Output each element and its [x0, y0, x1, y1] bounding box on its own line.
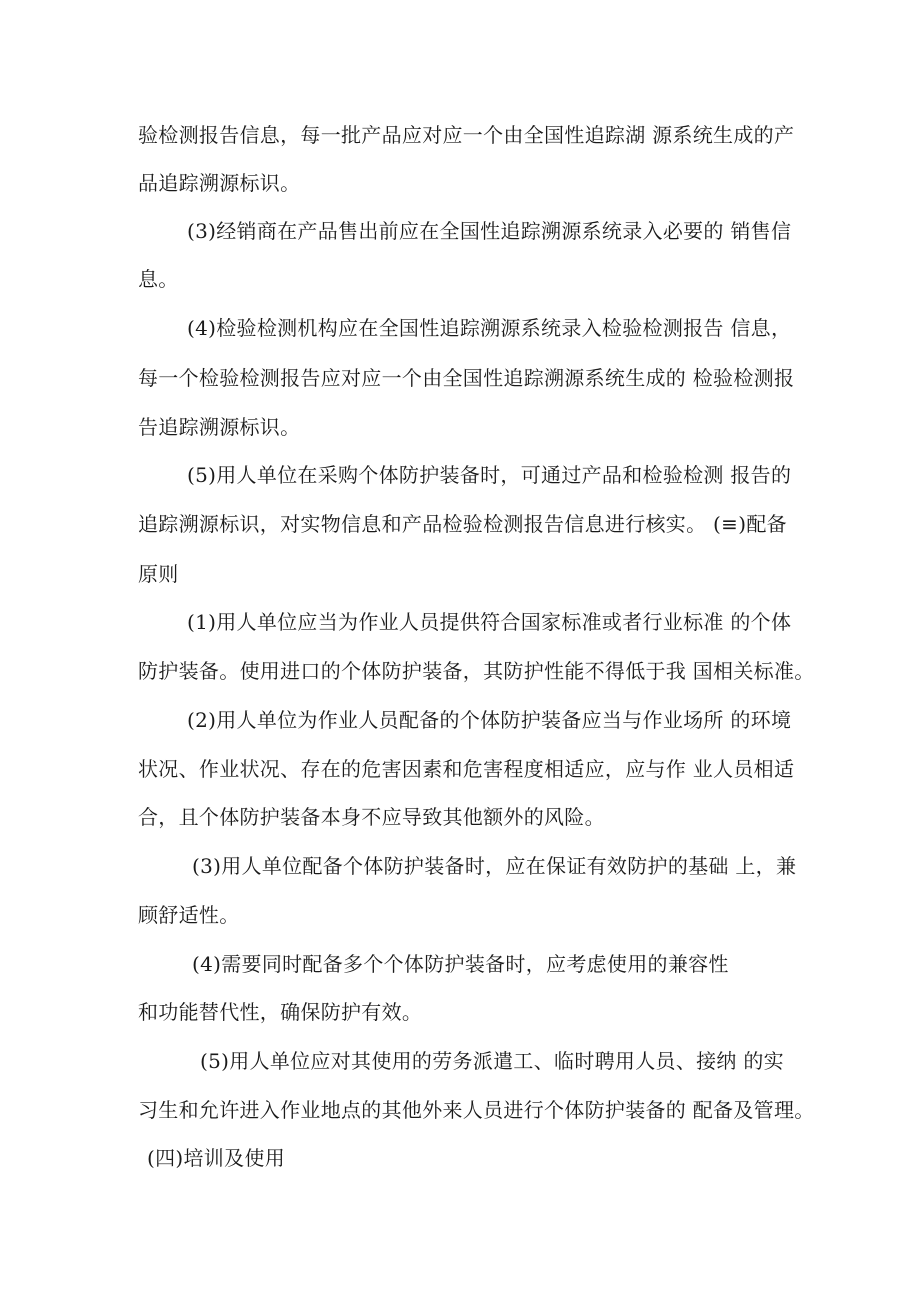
- text-line: 追踪溯源标识，对实物信息和产品检验检测报告信息进行核实。 (≡)配备: [138, 512, 787, 536]
- text-line: 品追踪溯源标识。: [138, 171, 301, 195]
- text-line: 习生和允许进入作业地点的其他外来人员进行个体防护装备的 配备及管理。: [138, 1098, 815, 1122]
- text-line: 原则: [138, 562, 179, 586]
- text-line: 告追踪溯源标识。: [138, 415, 301, 439]
- text-line: (3)用人单位配备个体防护装备时，应在保证有效防护的基础 上，兼: [192, 854, 797, 878]
- text-line: 防护装备。使用进口的个体防护装备，其防护性能不得低于我 国相关标准。: [138, 659, 815, 683]
- text-line: 息。: [138, 267, 179, 291]
- text-line: 合，且个体防护装备本身不应导致其他额外的风险。: [138, 805, 605, 829]
- text-line: 和功能替代性，确保防护有效。: [138, 1000, 423, 1024]
- text-line: 每一个检验检测报告应对应一个由全国性追踪溯源系统生成的 检验检测报: [138, 366, 795, 390]
- section-heading: (四)培训及使用: [147, 1146, 286, 1170]
- text-line: (2)用人单位为作业人员配备的个体防护装备应当与作业场所 的环境: [187, 708, 792, 732]
- text-line: (5)用人单位在采购个体防护装备时，可通过产品和检验检测 报告的: [187, 463, 792, 487]
- text-line: (5)用人单位应对其使用的劳务派遣工、临时聘用人员、接纳 的实: [200, 1049, 784, 1073]
- text-line: 顾舒适性。: [138, 903, 240, 927]
- text-line: (3)经销商在产品售出前应在全国性追踪溯源系统录入必要的 销售信: [187, 219, 792, 243]
- text-line: 状况、作业状况、存在的危害因素和危害程度相适应，应与作 业人员相适: [138, 757, 795, 781]
- text-line: (4)检验检测机构应在全国性追踪溯源系统录入检验检测报告 信息，: [187, 316, 792, 340]
- text-line: 验检测报告信息，每一批产品应对应一个由全国性追踪湖 源系统生成的产: [138, 123, 795, 147]
- text-line: (1)用人单位应当为作业人员提供符合国家标准或者行业标准 的个体: [187, 610, 792, 634]
- text-line: (4)需要同时配备多个个体防护装备时，应考虑使用的兼容性: [192, 952, 729, 976]
